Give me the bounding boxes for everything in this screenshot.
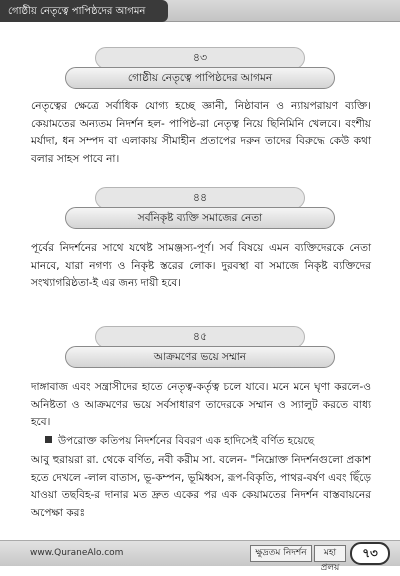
section-body: পূর্বের নিদর্শনের সাথে যথেষ্ট সামঞ্জস্য-পূর্ণ। সর্ব বিষয়ে এমন ব্যক্তিদেরকে নেতা মানবে, যারা নগণ্য ও নিকৃষ্ট স্তরের লোক। দুরবস্থা বা সমাজে নিকৃষ্ট ব্যক্তিদের সংখ্যাগরিষ্ঠতা-ই এর জন্য দায়ী হবে। [31, 242, 371, 289]
bullet-heading-text: উপরোক্ত কতিপয় নিদর্শনের বিবরণ এক হাদিসেই বর্ণিত হয়েছে [58, 435, 315, 447]
footer [0, 540, 400, 573]
book-label-1: ক্ষুদ্রতম নিদর্শন [250, 545, 312, 562]
section-number-badge: ৪৩ [95, 47, 305, 69]
book-label-2: মহা প্রলয় [314, 545, 346, 562]
section-title: গোষ্ঠীয় নেতৃত্বে পাপিষ্ঠদের আগমন [65, 67, 335, 89]
closing-body: আবু হুরায়রা রা. থেকে বর্ণিত, নবী করীম সা. বলেন- "নিম্নোক্ত নিদর্শনগুলো প্রকাশ হতে দেখলে -লাল বাতাস, ভূ-কম্পন, ভূমিধ্বস, রূপ-বিকৃতি, পাথর-বর্ষণ এবং ছিঁড়ে যাওয়া তছবিহ-র দানার মত দ্রুত একের পর এক কেয়ামতের নিদর্শন বাস্তবায়নের অপেক্ষা করঃ [31, 454, 371, 519]
section-number-badge: ৪৫ [95, 326, 305, 348]
website-link[interactable]: www.QuraneAlo.com [30, 548, 124, 558]
section-body: দাঙ্গাবাজ এবং সন্ত্রাসীদের হাতে নেতৃত্ব-কর্তৃত্ব চলে যাবে। মনে মনে ঘৃণা করলে-ও অনিষ্টতা ও আক্রমণের ভয়ে সর্বসাধারণ তাদেরকে সম্মান ও স্যালুট করতে বাধ্য হবে। [31, 381, 371, 428]
page-number: ৭৩ [350, 542, 390, 565]
section-body: নেতৃত্বের ক্ষেত্রে সর্বাধিক যোগ্য হচ্ছে জ্ঞানী, নিষ্ঠাবান ও ন্যায়পরায়ণ ব্যক্তি। কেয়ামতের অন্যতম নিদর্শন হল- পাপিষ্ঠ-রা নেতৃত্ব নিয়ে ছিনিমিনি খেলবে। বংশীয় মর্যাদা, ধন সম্পদ বা এলাকায় সীমাহীন প্রতাপের দরুন তাদের বিরুদ্ধে কেউ কথা বলার সাহস পাবে না। [31, 100, 371, 165]
section-number-badge: ৪৪ [95, 187, 305, 209]
section-title: সর্বনিকৃষ্ট ব্যক্তি সমাজের নেতা [65, 207, 335, 229]
header-band [0, 0, 400, 22]
section-title: আক্রমণের ভয়ে সম্মান [65, 346, 335, 368]
running-title: গোষ্ঠীয় নেতৃত্বে পাপিষ্ঠদের আগমন [0, 0, 168, 22]
square-bullet-icon [45, 436, 52, 443]
bullet-heading [31, 433, 376, 450]
